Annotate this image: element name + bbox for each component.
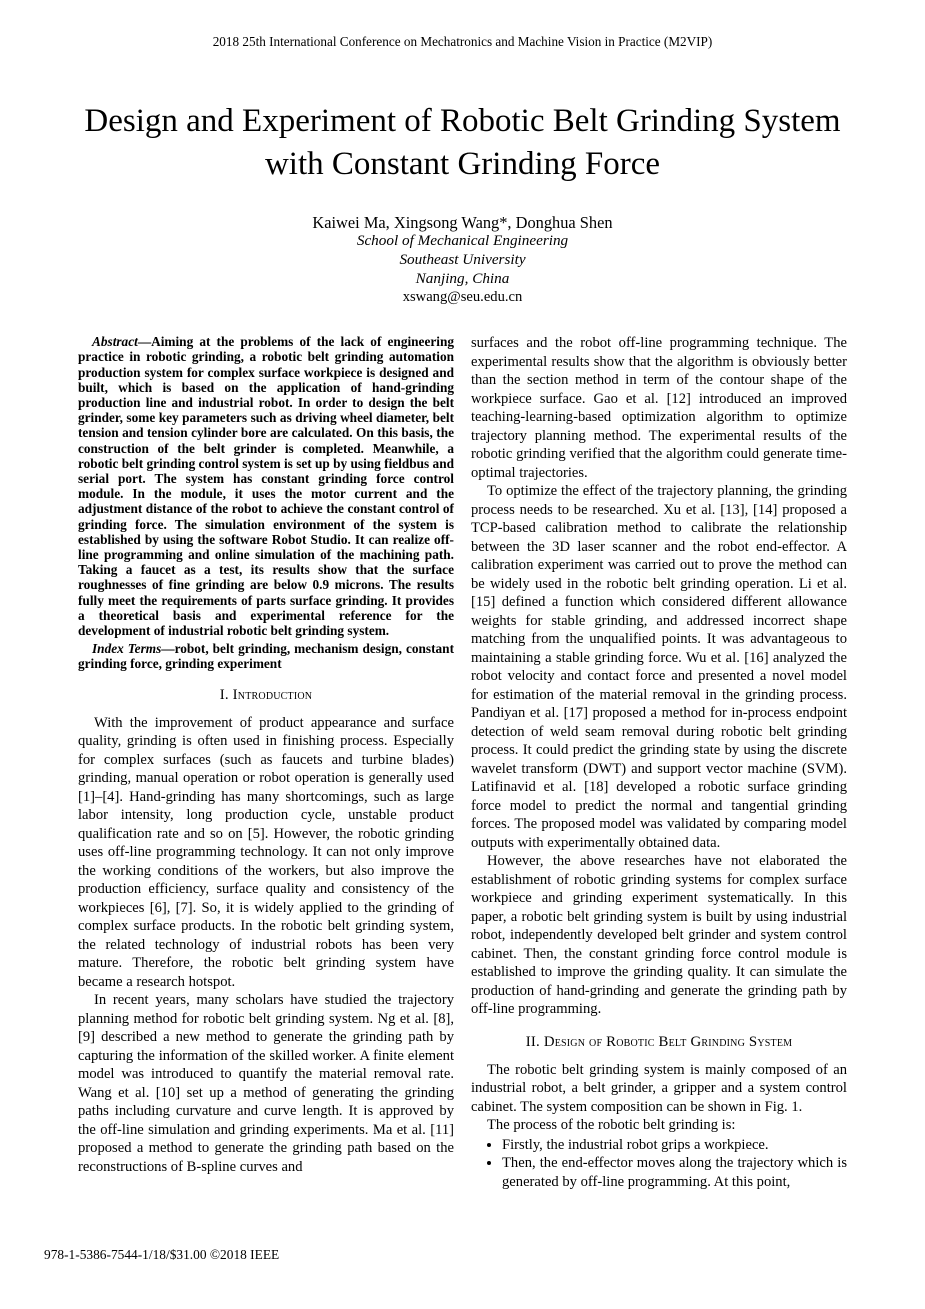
intro-paragraph-4: However, the above researches have not elaborated the establishment of robotic grinding systems for complex surface workpiece and grinding experiment systematically. In this paper, a robotic belt grinding system is built by using industrial robot, independently developed belt grinder and system control cabinet. Then, the constant grinding force control module is established to improve the grinding quality. It can simulate the production of hand-grinding and generate the grinding path by off-line programming.	[471, 853, 847, 1018]
design-paragraph-1: The robotic belt grinding system is mainly composed of an industrial robot, a belt grinder, a gripper and a system control cabinet. The system composition can be shown in Fig. 1.	[471, 1061, 847, 1115]
section-heading-design: II. Design of Robotic Belt Grinding System	[525, 1033, 793, 1050]
design-paragraph-2: The process of the robotic belt grinding is:	[487, 1117, 736, 1134]
process-bullet-1: • Firstly, the industrial robot grips a workpiece.	[502, 1136, 847, 1155]
intro-paragraph-2: In recent years, many scholars have studied the trajectory planning method for robotic belt grinding system. Ng et al. [8], [9] described a new method to generate the grinding path by capturing the information of the skilled worker. A finite element model was introduced to quantify the material removal rate. Wang et al. [10] set up a method of generating the grinding paths including curvature and curve length. It is approved by the off-line simulation and grinding experiments. Ma et al. [11] proposed a method to generate the grinding path based on the reconstructions of B-spline curves and	[78, 992, 454, 1175]
intro-paragraph-1: With the improvement of product appearance and surface quality, grinding is often used in finishing process. Especially for complex surfaces (such as faucets and turbine blades) grinding, manual operation or robot operation is generally used [1]–[4]. Hand-grinding has many shortcomings, such as large labor intensity, long production cycle, unstable product qualification rate and so on [5]. However, the robotic grinding uses off-line programming technology. It can not only improve the working conditions of the workers, but also improve the production efficiency, surface quality and consistency of the workpieces [6], [7]. So, it is widely applied to the grinding of complex surface products. In the robotic belt grinding system, the related technology of industrial robots has been very mature. Therefore, the robotic belt grinding system have became a research hotspot.	[78, 714, 454, 990]
conference-header: 2018 25th International Conference on Mechatronics and Machine Vision in Practice (M2VIP)	[212, 34, 713, 49]
index-terms-text: —robot, belt grinding, mechanism design, constant grinding force, grinding experiment	[78, 641, 454, 672]
intro-paragraph-3: To optimize the effect of the trajectory planning, the grinding process needs to be researched. Xu et al. [13], [14] proposed a TCP-based calibration method to calibrate the relationship between the 3D laser scanner and the robot end-effector. A calibration experiment was carried out to prove the method can be widely used in the robotic belt grinding operation. Li et al. [15] defined a function which considered different allowance weights for stable grinding, and addressed incorrect shape matching from the unqualified points. It was advantageous to maintaining a stable grinding force. Wu et al. [16] analyzed the robot velocity and contact force and presented a novel model for estimation of the material removal in the grinding process. Pandiyan et al. [17] proposed a method for in-process endpoint detection of weld seam removal during robotic belt grinding process. It could predict the grinding state by using the discrete wavelet transform (DWT) and support vector machine (SVM). Latifinavid et al. [18] developed a robotic surface grinding force model to predict the normal and tangential grinding forces. The proposed model was validated by comparing model outputs with experimentally obtained data.	[471, 483, 847, 851]
author-names: Kaiwei Ma, Xingsong Wang*, Donghua Shen	[312, 212, 613, 232]
affiliation-university: Southeast University	[399, 250, 526, 268]
paper-title: Design and Experiment of Robotic Belt Grinding System with Constant Grinding Force	[84, 102, 841, 183]
process-bullet-2: • Then, the end-effector moves along the trajectory which is generated by off-line programming. At this point,	[502, 1154, 847, 1191]
abstract-paragraph	[78, 334, 454, 638]
two-column-body	[78, 334, 847, 1191]
abstract-label: Abstract	[92, 334, 138, 350]
copyright-footer: 978-1-5386-7544-1/18/$31.00 ©2018 IEEE	[44, 1247, 280, 1262]
abstract-text: —Aiming at the problems of the lack of engineering practice in robotic grinding, a robotic belt grinding automation production system for complex surface workpiece is designed and built, which is based on the application of hand-grinding production line and industrial robot. In order to design the belt grinder, some key parameters such as driving wheel diameter, belt tension and tension cylinder bore are calculated. On this basis, the construction of the belt grinder is completed. Meanwhile, a robotic belt grinding control system is set up by using fieldbus and serial port. The system has constant grinding force control module. In the module, it uses the motor current and the adjustment distance of the robot to achieve the constant control of grinding force. The simulation environment of the system is established by using the software Robot Studio. It can realize off-line programming and online simulation of the machining path. Taking a faucet as a test, its results show that the surface roughnesses of fine grinding are below 0.9 microns. The results fully meet the requirements of parts surface grinding. It provides a theoretical basis and experimental reference for the development of industrial robotic belt grinding system.	[78, 334, 454, 638]
intro-paragraph-2-continued: surfaces and the robot off-line programming technique. The experimental results show that the algorithm is obviously better than the section method in term of the contour shape of the workpiece surface. Gao et al. [12] introduced an improved teaching-learning-based optimization algorithm to optimize trajectory planning method. The experimental results of the robotic grinding verified that the algorithm could generate time-optimal trajectories.	[471, 335, 847, 481]
index-terms-paragraph	[78, 641, 454, 671]
process-bullet-list	[471, 1136, 847, 1192]
affiliation-location: Nanjing, China	[415, 269, 510, 287]
affiliation-department: School of Mechanical Engineering	[356, 231, 569, 249]
left-column	[78, 334, 454, 1191]
author-email: xswang@seu.edu.cn	[402, 289, 523, 306]
section-heading-introduction: I. Introduction	[219, 686, 313, 703]
right-column	[471, 334, 847, 1191]
index-terms-label: Index Terms	[92, 641, 162, 657]
